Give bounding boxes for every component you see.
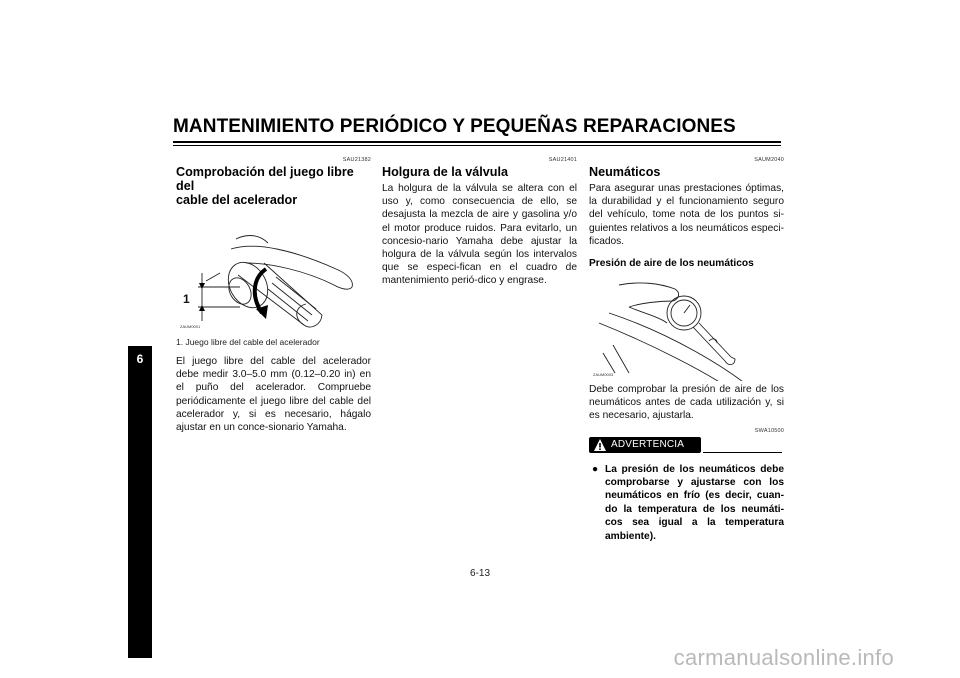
column-valve-clearance bbox=[382, 156, 577, 288]
title-rule-thin bbox=[173, 145, 781, 146]
tire-pressure-body-text: Debe comprobar la presión de aire de los neumáticos antes de cada utilización y, si es necesario, ajustarla. bbox=[589, 384, 784, 422]
section-code: SAU21401 bbox=[548, 157, 577, 163]
chapter-tab-number: 6 bbox=[136, 352, 144, 366]
warning-text: La presión de los neumáticos debe comprobarse y ajustarse con los neumáticos en frío (es decir, cuan-do la temperatura de los neumáti-cos sea igual a la temperatura ambiente). bbox=[605, 463, 784, 542]
valve-body-text: La holgura de la válvula se altera con el uso y, como consecuencia de ello, se desajusta la mezcla de aire y gasolina y/o el motor produce ruidos. Para evitarlo, un concesio-nario Yamaha debe ajustar la holgura de la válvula según los intervalos que se especi-fican en el cuadro de mantenimiento perió-dico y engrase. bbox=[382, 183, 577, 287]
page-number: 6-13 bbox=[469, 568, 490, 579]
throttle-grip-drawing bbox=[176, 211, 371, 331]
figure-code: ZAUM0001 bbox=[180, 324, 201, 329]
warning-code: SWA10500 bbox=[754, 427, 784, 434]
column-throttle-cable bbox=[176, 156, 371, 434]
warning-rule bbox=[703, 452, 782, 453]
section-code: SAU21382 bbox=[342, 157, 371, 163]
bullet-icon: ● bbox=[592, 463, 599, 475]
section-title-line2: cable del acelerador bbox=[176, 193, 298, 207]
section-title-line1: Comprobación del juego libre del bbox=[176, 165, 354, 193]
section-title-throttle bbox=[176, 165, 371, 207]
warning-badge bbox=[589, 437, 701, 453]
column-tires bbox=[589, 156, 784, 543]
title-rule bbox=[173, 141, 781, 143]
watermark: carmanualsonline.info bbox=[673, 645, 894, 670]
subhead-tire-pressure: Presión de aire de los neumáticos bbox=[589, 258, 754, 270]
figure-code: ZAUM0003 bbox=[593, 372, 614, 378]
section-title-tires: Neumáticos bbox=[589, 165, 661, 179]
tires-intro-text: Para asegurar unas prestaciones óptimas, la durabilidad y el funcionamiento seguro del vehículo, tome nota de los puntos si-guientes relativos a los neumáticos especi-ficados. bbox=[589, 183, 784, 247]
page-title: MANTENIMIENTO PERIÓDICO Y PEQUEÑAS REPARACIONES bbox=[173, 116, 736, 137]
warning-list bbox=[589, 463, 784, 543]
tire-gauge-illustration bbox=[589, 273, 784, 381]
figure-callout-1: 1 bbox=[183, 292, 190, 306]
warning-label: ADVERTENCIA bbox=[611, 438, 685, 450]
section-title-valve: Holgura de la válvula bbox=[382, 165, 508, 179]
figure-caption: 1. Juego libre del cable del acelerador bbox=[176, 337, 320, 347]
throttle-grip-illustration bbox=[176, 211, 371, 331]
warning-header bbox=[589, 437, 784, 459]
warning-triangle-icon bbox=[593, 438, 607, 452]
section-code: SAUM2040 bbox=[754, 157, 784, 163]
throttle-body-text: El juego libre del cable del acelerador debe medir 3.0–5.0 mm (0.12–0.20 in) en el puño del acelerador. Compruebe periódicamente el juego libre del cable del acelerador y, si es necesario, hágalo ajustar en un conce-sionario Yamaha. bbox=[176, 356, 371, 434]
list-item bbox=[589, 463, 784, 543]
chapter-side-tab bbox=[128, 346, 152, 658]
tire-gauge-drawing bbox=[589, 273, 784, 381]
